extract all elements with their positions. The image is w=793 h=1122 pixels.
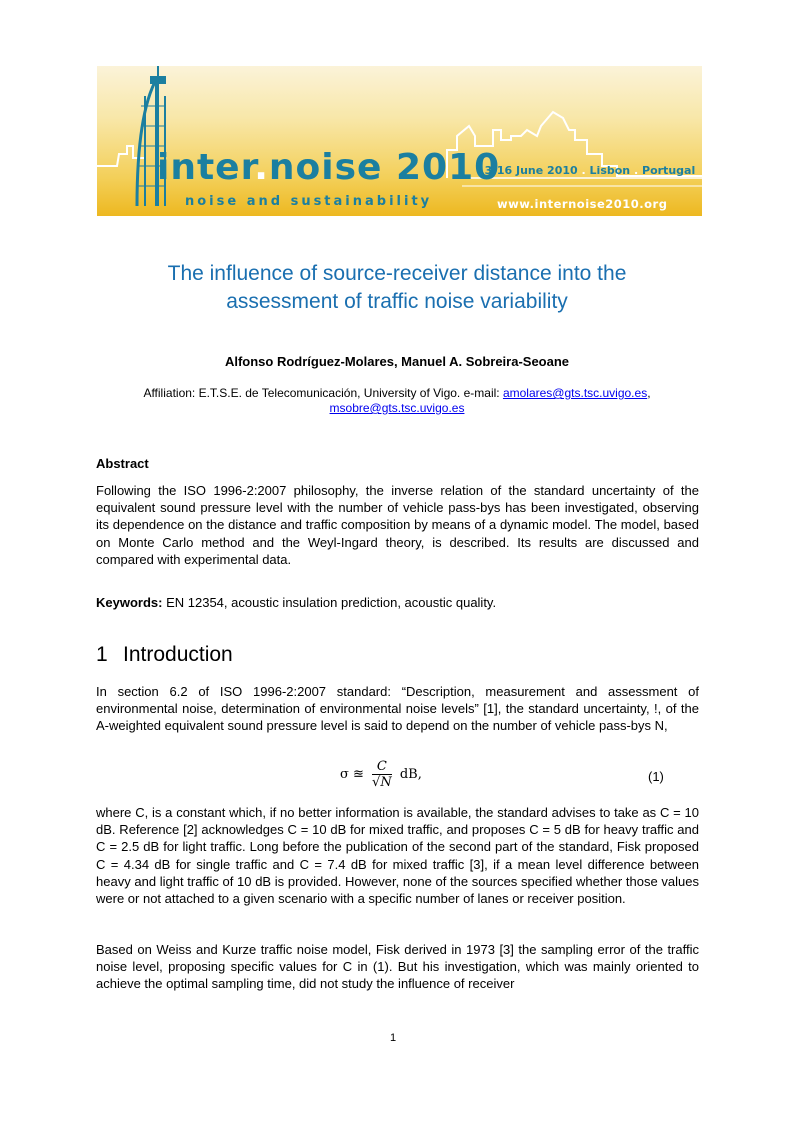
paper-title: The influence of source-receiver distance into the assessment of traffic noise variability xyxy=(167,262,627,313)
abstract-text: Following the ISO 1996-2:2007 philosophy, the inverse relation of the standard uncertainty of the equivalent sound pressure level with the number of vehicle pass-bys has been investigated, observing its dependence on the distance and traffic composition by means of a dynamic model. The model, based on Monte Carlo method and the Weyl-Ingard theory, is described. Its results are discussed and compared with experimental data. xyxy=(96,483,699,567)
paper-authors: Alfonso Rodríguez-Molares, Manuel A. Sobreira-Seoane xyxy=(224,354,570,369)
affiliation: Affiliation: E.T.S.E. de Telecomunicación, University of Vigo. e-mail: amolares@gts.tsc.uvigo.es, msobre@gts.tsc.uvigo.es xyxy=(143,386,651,415)
abstract-heading: Abstract xyxy=(96,456,149,471)
equation-1: σ ≊ $\frac{C}{√N}$ dB, xyxy=(340,759,422,790)
email-link-2[interactable]: msobre@gts.tsc.uvigo.es xyxy=(329,401,465,415)
intro-paragraph-3: Based on Weiss and Kurze traffic noise model, Fisk derived in 1973 [3] the sampling error of the traffic noise level, proposing specific values for C in (1). But his investigation, which was mainly oriented to achieve the optimal sampling time, did not study the influence of receiver xyxy=(96,942,699,992)
conference-banner xyxy=(97,66,702,216)
intro-paragraph-1: In section 6.2 of ISO 1996-2:2007 standard: “Description, measurement and assessment of environmental noise, determination of environmental noise levels” [1], the standard uncertainty, !, of the A-weighted equivalent sound pressure level is said to depend on the number of vehicle pass-bys N, xyxy=(96,684,699,734)
intro-paragraph-2: where C, is a constant which, if no better information is available, the standard advises to take as C = 10 dB. Reference [2] acknowledges C = 10 dB for mixed traffic, and proposes C = 5 dB for heavy traffic and C = 2.5 dB for light traffic. Long before the publication of the second part of the standard, Fisk proposed C = 4.34 dB for single traffic and C = 7.4 dB for mixed traffic [3], if a mean level difference between heavy and light traffic of 10 dB is provided. However, none of the sources specified whether those values were or not attached to a given scenario with a specific number of lanes or receiver position. xyxy=(96,805,699,907)
page-number: 1 xyxy=(390,1032,397,1044)
email-link-1[interactable]: amolares@gts.tsc.uvigo.es xyxy=(502,386,648,400)
conference-logo: inter.noise 2010 xyxy=(157,147,501,188)
section-heading: 1 Introduction xyxy=(96,643,233,666)
conference-dates: 13-16 June 2010 . Lisbon . Portugal xyxy=(477,164,696,177)
conference-website: www.internoise2010.org xyxy=(497,197,668,211)
equation-number: (1) xyxy=(648,769,664,784)
keywords: Keywords: EN 12354, acoustic insulation prediction, acoustic quality. xyxy=(96,595,497,610)
conference-tagline: noise and sustainability xyxy=(185,194,433,209)
